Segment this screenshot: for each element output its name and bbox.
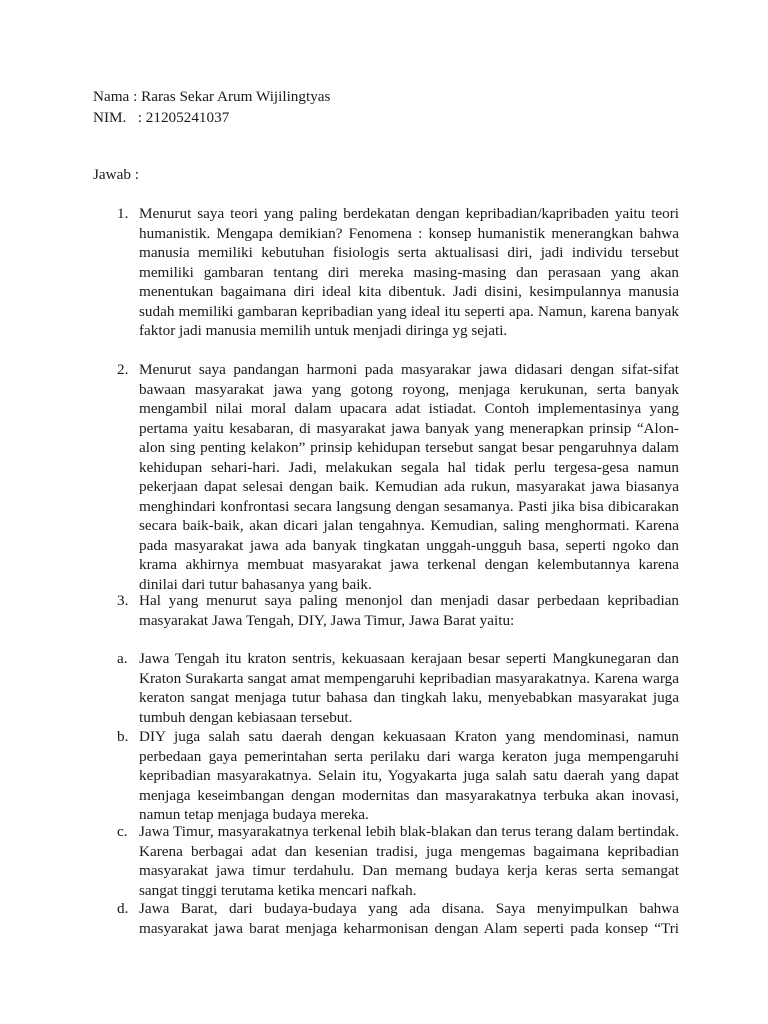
sub-answer-marker: d. (117, 900, 129, 917)
answer-marker: 2. (117, 361, 129, 378)
nama-value: Raras Sekar Arum Wijilingtyas (141, 88, 331, 105)
sub-answer-text: Jawa Tengah itu kraton sentris, kekuasaan kerajaan besar seperti Mangkunegaran dan Kraton Surakarta sangat amat mempengaruhi kepribadian masyarakatnya. Karena warga keraton sangat menjaga tutur bahasa dan tingkah laku, menyebabkan masyarakat juga tumbuh dengan kebiasaan tersebut. (139, 650, 679, 726)
answer-marker: 3. (117, 592, 129, 609)
sub-answer-marker: c. (117, 823, 128, 840)
answer-text: Menurut saya pandangan harmoni pada masyarakar jawa didasari dengan sifat-sifat bawaan masyarakat jawa yang gotong royong, menjaga kerukunan, serta banyak mengambil nilai moral dalam upacara adat istiadat. Contoh implementasinya yang pertama yaitu kesabaran, di masyarakat jawa banyak yang menerapkan prinsip “Alon-alon sing penting kelakon” prinsip kehidupan tersebut sangat besar pengaruhnya dalam kehidupan sehari-hari. Jadi, melakukan segala hal tidak perlu tergesa-gesa namun pekerjaan dapat selesai dengan baik. Kemudian ada rukun, masyarakat jawa biasanya menghindari konfrontasi secara langsung dengan sesamanya. Pasti jika bisa dibicarakan secara baik-baik, akan dicari jalan tengahnya. Kemudian, saling menghormati. Karena pada masyarakat jawa ada banyak tingkatan unggah-ungguh basa, seperti ngoko dan krama akhirnya membuat masyarakat jawa terkenal dengan kelembutannya karena dinilai dari tutur bahasanya yang baik. (139, 361, 679, 593)
nim-value: 21205241037 (145, 109, 230, 126)
answer-text: Menurut saya teori yang paling berdekatan dengan kepribadian/kapribaden yaitu teori humanistik. Mengapa demikian? Fenomena : konsep humanistik menerangkan bahwa manusia memiliki kebutuhan fisiologis serta aktualisasi diri, jadi individu tersebut memiliki gambaran tentang diri mereka masing-masing dan perasaan yang akan menentukan bagaimana diri ideal kita dibentuk. Jadi disini, kesimpulannya manusia sudah memiliki gambaran kepribadian yang ideal itu seperti apa. Namun, karena banyak faktor jadi manusia memilih untuk menjadi diringa yg sejati. (139, 205, 679, 339)
nim-label: NIM. (93, 109, 127, 126)
nama-row: Nama : Raras Sekar Arum Wijilingtyas (93, 88, 331, 105)
sub-answer-text: DIY juga salah satu daerah dengan kekuasaan Kraton yang mendominasi, namun perbedaan gaya pemerintahan serta perilaku dari warga keraton juga mempengaruhi kepribadian masyarakatnya. Selain itu, Yogyakarta juga salah satu daerah yang dapat menjaga keseimbangan dengan modernitas dan masyarakatnya terbuka akan inovasi, namun tetap menjaga budaya mereka. (139, 728, 679, 823)
sub-answer-marker: a. (117, 650, 128, 667)
nama-label: Nama (93, 88, 130, 105)
sub-answer-text: Jawa Barat, dari budaya-budaya yang ada disana. Saya menyimpulkan bahwa masyarakat jawa barat menjaga keharmonisan dengan Alam seperti pada konsep “Tri (139, 900, 679, 937)
nim-row: NIM. : 21205241037 (93, 109, 230, 126)
jawab-label: Jawab : (93, 166, 139, 183)
sub-answer-marker: b. (117, 728, 129, 745)
document-header (93, 86, 330, 128)
answer-text: Hal yang menurut saya paling menonjol dan menjadi dasar perbedaan kepribadian masyarakat Jawa Tengah, DIY, Jawa Timur, Jawa Barat yaitu: (139, 592, 679, 629)
answer-marker: 1. (117, 205, 129, 222)
sub-answer-text: Jawa Timur, masyarakatnya terkenal lebih blak-blakan dan terus terang dalam bertindak. Karena berbagai adat dan kesenian tradisi, juga mengemas bagaimana kepribadian masyarakat jawa timur terdahulu. Dan memang budaya kerja keras serta semangat sangat tinggi terutama ketika mencari nafkah. (139, 823, 679, 899)
